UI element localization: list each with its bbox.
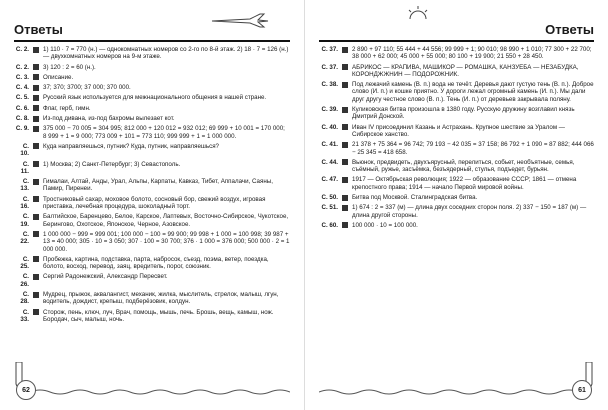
answer-text: Сторож, пень, ключ, луч, Врач, помощь, мышь, печь. Брошь, вещь, камыш, нож. Бородач, сыч, малыш, ночь. — [43, 308, 276, 323]
answer-entry — [14, 125, 290, 140]
answer-entry — [14, 115, 290, 122]
answer-text: 1 000 000 − 999 = 999 001; 100 000 − 100 = 99 900; 99 998 + 1 000 = 100 998; 39 987 + 13 = 40 000; 305 · 10 = 3 050; 307 · 100 = 30 700; 376 · 1 000 = 376 000; 500 000 · 2 = 1 000 000. — [43, 230, 292, 253]
answer-number: С. 10. — [20, 142, 29, 158]
sun-icon — [405, 6, 431, 20]
answer-entry — [14, 256, 290, 271]
square-bullet-icon — [33, 231, 39, 237]
answer-text: 1) 110 · 7 = 770 (н.) — однокомнатных номеров со 2-го по 8-й этаж. 2) 18 · 7 = 126 (н.) — двухкомнатных номеров на 9-м этаже. — [43, 46, 291, 61]
wave-divider — [319, 388, 579, 396]
answer-entry — [319, 106, 594, 121]
answer-text: Куда направляешься, путник? Куда, путник, направляешься? — [43, 142, 219, 150]
answer-number: С. 2. — [15, 63, 29, 71]
answer-entry — [319, 124, 594, 139]
answer-text: Тростниковый сахар, моховое болото, сосновый бор, свежий воздух, игровая приставка, лечебная процедура, шоколадный торт. — [43, 195, 268, 211]
answer-text: Русский язык используется для межнационального общения в нашей стране. — [43, 94, 267, 102]
answer-entry — [319, 159, 594, 174]
answer-entry — [319, 194, 594, 201]
answer-number: С. 39. — [321, 106, 338, 114]
answer-text: Вьюнок, предвидеть, двухъярусный, перелиться, собьет, необъятные, семья, съёмный, ружье, засъёмка, безъядерный, стулья, подъедет, бурьян. — [352, 158, 577, 174]
answer-number: С. 6. — [15, 104, 29, 112]
left-page-title: Ответы — [14, 22, 63, 37]
answer-text: Описание. — [43, 73, 74, 81]
answer-entry — [14, 291, 290, 306]
square-bullet-icon — [342, 64, 348, 70]
answer-text: Битва под Москвой. Сталинградская битва. — [352, 194, 478, 202]
answer-text: 375 000 − 70 005 = 304 995; 812 000 + 120 012 = 932 012; 69 999 + 10 001 = 170 000; 8 999 + 1 = 9 000; 773 009 + 101 = 773 110; 999 999 + 1 = 1 000 000. — [43, 125, 287, 140]
answer-number: С. 2. — [15, 46, 29, 53]
answer-number: С. 40. — [321, 123, 338, 131]
square-bullet-icon — [33, 95, 39, 101]
answer-number: С. 9. — [15, 125, 29, 133]
right-page-title: Ответы — [545, 22, 594, 37]
square-bullet-icon — [342, 205, 348, 211]
square-bullet-icon — [342, 124, 348, 130]
square-bullet-icon — [33, 126, 39, 132]
square-bullet-icon — [342, 195, 348, 201]
answer-text: Пробежка, картина, подставка, парта, набросок, съезд, поэма, ветер, поездка, болото, восход, перевод, заяц, вредитель, порог, союзник. — [43, 255, 271, 271]
answer-number: С. 13. — [20, 178, 29, 193]
answer-number: С. 47. — [321, 176, 338, 184]
square-bullet-icon — [342, 159, 348, 165]
answer-number: С. 19. — [20, 213, 29, 228]
answer-number: С. 4. — [15, 84, 29, 92]
answer-number: С. 33. — [20, 308, 29, 323]
answer-entry — [14, 74, 290, 81]
answer-number: С. 38. — [321, 81, 338, 89]
answer-entry — [14, 64, 290, 71]
answer-entry — [14, 84, 290, 91]
answer-text: 37; 370; 3700; 37 000; 370 000. — [43, 84, 131, 92]
answer-text: Флаг, герб, гимн. — [43, 104, 91, 112]
answer-entry — [14, 105, 290, 112]
answer-number: С. 51. — [321, 204, 338, 212]
answer-text: 21 378 + 75 364 = 96 742; 79 193 − 42 035 = 37 158; 86 792 + 1 090 = 87 882; 444 066 − 25 345 = 418 658. — [352, 141, 596, 156]
answer-number: С. 50. — [321, 194, 338, 202]
answer-text: 1) Москва; 2) Санкт-Петербург; 3) Севастополь. — [43, 160, 181, 168]
right-page — [304, 0, 608, 410]
answer-text: 1917 — Октябрьская революция; 1922 — образование СССР; 1861 — отмена крепостного права; 1914 — начало Первой мировой войны. — [352, 176, 579, 191]
square-bullet-icon — [33, 64, 39, 70]
answer-entry — [14, 273, 290, 288]
left-page-number: 62 — [16, 380, 36, 400]
square-bullet-icon — [342, 222, 348, 228]
answer-text: Под лежачий камень (В. п.) вода не течёт. Деревья дают густую тень (В. п.). Доброе слово (И. п.) и кошке приятно. У дороги лежал огромный камень (И. п.). Мы дали друг другу честное слово (В. п.). Тень (И. п.) от деревьев закрывала поляну. — [352, 81, 596, 103]
square-bullet-icon — [342, 107, 348, 113]
square-bullet-icon — [33, 292, 39, 298]
answer-text: Балтийское, Баренцево, Белое, Карское, Лаптевых, Восточно-Сибирское, Чукотское, Берингово, Охотское, Японское, Черное, Азовское. — [43, 213, 290, 228]
airplane-icon — [210, 12, 270, 28]
answer-text: АБРИКОС — КРАПИВА, МАШИКОР — РОМАШКА, КАНЗУЕБА — НЕЗАБУДКА, КОРОНДЖЖНИН — ПОДОРОЖНИК. — [352, 63, 581, 78]
left-title-rule — [14, 40, 290, 42]
answer-entry — [319, 176, 594, 191]
answer-number: С. 8. — [15, 115, 29, 123]
answer-number: С. 25. — [20, 255, 29, 271]
answer-number: С. 26. — [20, 273, 29, 288]
answer-entry — [14, 196, 290, 211]
answer-entry — [319, 46, 594, 61]
square-bullet-icon — [33, 105, 39, 111]
answer-text: 1) 674 : 2 = 337 (м) — длина двух соседних сторон поля. 2) 337 − 150 = 187 (м) — длина другой стороны. — [352, 204, 588, 219]
square-bullet-icon — [33, 161, 39, 167]
answer-number: С. 16. — [20, 195, 29, 211]
answer-entry — [14, 94, 290, 101]
square-bullet-icon — [33, 74, 39, 80]
answer-text: Иван IV присоединил Казань и Астрахань. Крупное шествие за Уралом — Сибирское ханство. — [352, 123, 567, 138]
answer-text: 100 000 · 10 = 100 000. — [352, 221, 418, 229]
square-bullet-icon — [342, 177, 348, 183]
answer-entry — [14, 231, 290, 253]
wave-divider — [30, 388, 290, 396]
square-bullet-icon — [33, 85, 39, 91]
answer-number: С. 60. — [321, 221, 338, 229]
square-bullet-icon — [33, 143, 39, 149]
answer-entry — [319, 81, 594, 103]
square-bullet-icon — [33, 179, 39, 185]
answer-text: Сергий Радонежский, Александр Пересвет. — [43, 273, 168, 281]
answer-entry — [14, 178, 290, 193]
answer-entry — [319, 141, 594, 156]
answer-text: 2 890 + 97 110; 55 444 + 44 556; 99 999 + 1; 90 010; 98 990 + 1 010; 77 300 + 22 700; 38 000 + 62 000; 45 000 + 55 000; 80 100 + 19 900; 21 550 + 28 450. — [352, 46, 594, 61]
square-bullet-icon — [33, 196, 39, 202]
answer-number: С. 5. — [15, 94, 29, 102]
answer-entry — [14, 213, 290, 228]
answer-text: Мудрец, прыжок, аквалангист, механик, жилка, мыслитель, стрелок, малыш, лгун, водитель, дождист, крепыш, подберёзовик, колдун. — [43, 291, 281, 306]
square-bullet-icon — [342, 142, 348, 148]
answer-number: С. 44. — [321, 158, 338, 166]
answer-text: 3) 120 : 2 = 60 (н.). — [43, 63, 96, 71]
square-bullet-icon — [33, 309, 39, 315]
answer-entry — [14, 309, 290, 324]
left-answer-list — [14, 46, 290, 323]
answer-number: С. 41. — [321, 141, 338, 149]
answer-entry — [319, 222, 594, 229]
square-bullet-icon — [33, 274, 39, 280]
square-bullet-icon — [33, 256, 39, 262]
answer-number: С. 28. — [20, 291, 29, 306]
square-bullet-icon — [33, 47, 39, 53]
right-title-rule — [319, 40, 594, 42]
answer-number: С. 3. — [15, 73, 29, 81]
answer-entry — [319, 204, 594, 219]
square-bullet-icon — [342, 82, 348, 88]
answer-number: С. 11. — [20, 160, 29, 175]
answer-entry — [14, 46, 290, 61]
answer-text: Гималаи, Алтай, Анды, Урал, Альпы, Карпаты, Кавказ, Тибет, Аппалачи, Саяны, Памир, Пиренеи. — [43, 178, 275, 193]
square-bullet-icon — [33, 214, 39, 220]
right-answer-list — [319, 46, 594, 229]
square-bullet-icon — [33, 116, 39, 122]
answer-text: Куликовская битва произошла в 1380 году. Русскую дружину возглавил князь Дмитрий Донской. — [352, 106, 577, 121]
right-page-number: 61 — [572, 380, 592, 400]
square-bullet-icon — [342, 47, 348, 53]
answer-entry — [14, 143, 290, 158]
answer-number: С. 37. — [321, 46, 338, 53]
answer-entry — [14, 161, 290, 176]
answer-number: С. 22. — [20, 230, 29, 246]
answer-entry — [319, 64, 594, 79]
answer-number: С. 37. — [321, 63, 338, 71]
answer-text: Из-под дивана, из-под бахромы вылезает кот. — [43, 115, 175, 123]
